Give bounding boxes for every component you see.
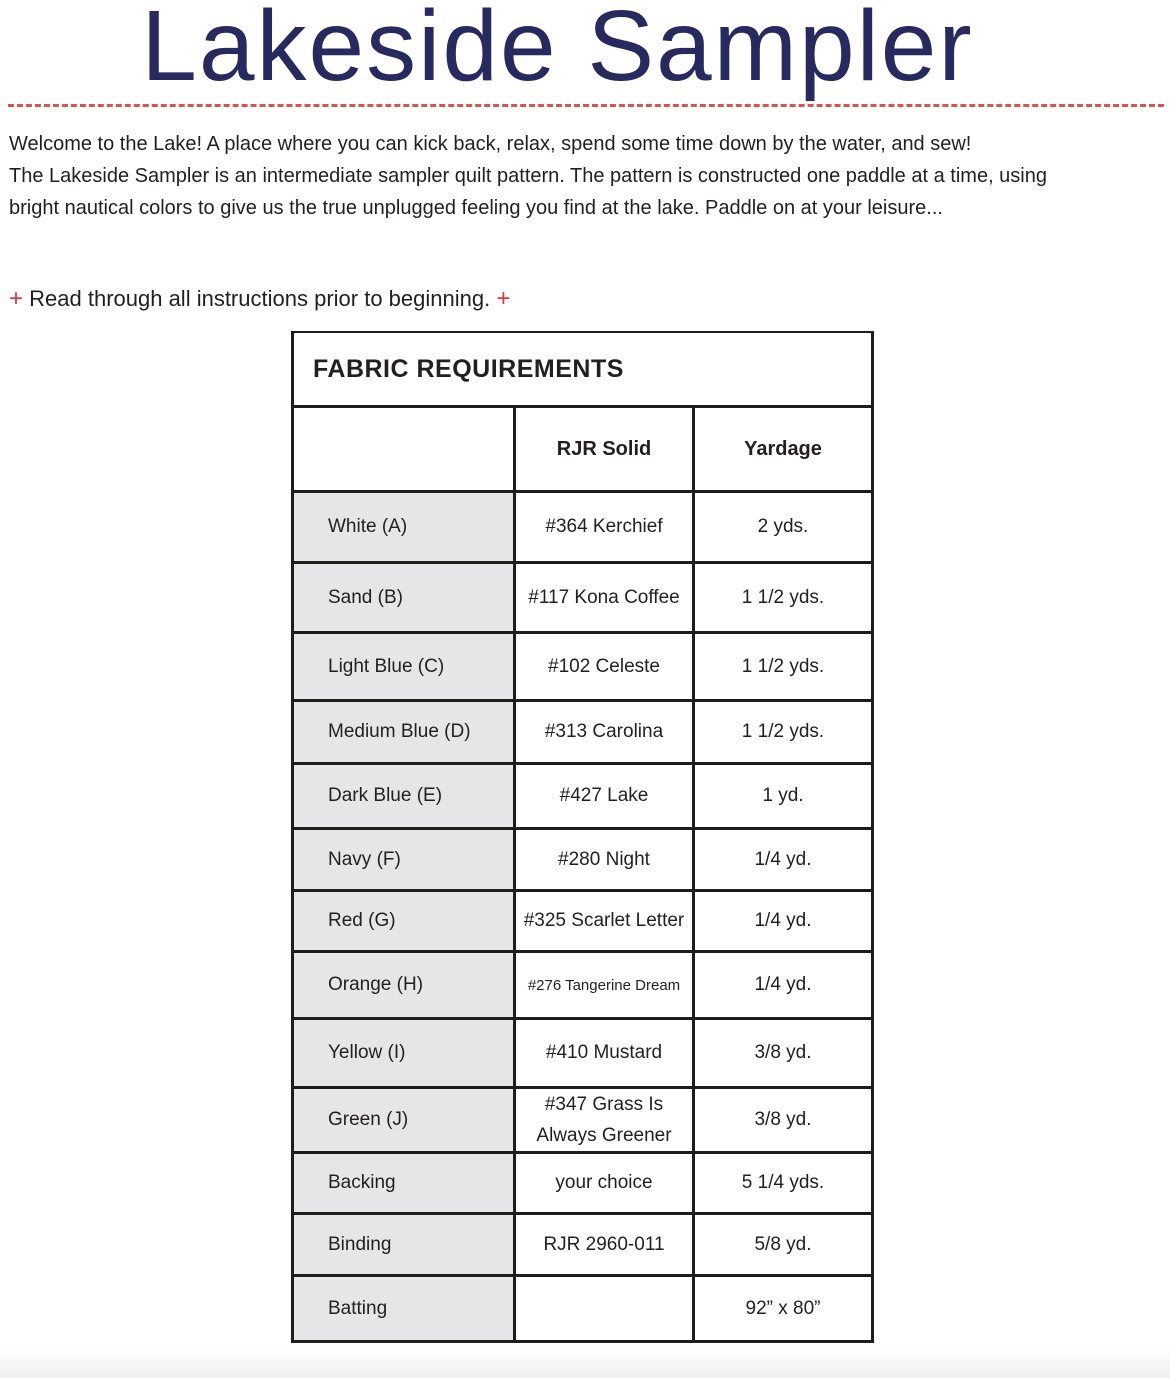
- fabric-name: Binding: [293, 1214, 515, 1276]
- table-row: [293, 492, 873, 563]
- yardage: 1 yd.: [694, 764, 873, 829]
- rjr-solid: #410 Mustard: [515, 1019, 694, 1088]
- table-row: [293, 633, 873, 701]
- fabric-name: Navy (F): [293, 829, 515, 891]
- column-header-rjr-solid: RJR Solid: [515, 407, 694, 492]
- intro-line: The Lakeside Sampler is an intermediate sampler quilt pattern. The pattern is constructed one paddle at a time, using: [9, 165, 1047, 187]
- rjr-solid: #276 Tangerine Dream: [515, 952, 694, 1019]
- yardage: 1 1/2 yds.: [694, 701, 873, 764]
- rjr-solid: #102 Celeste: [515, 633, 694, 701]
- table-row: [293, 829, 873, 891]
- rjr-solid: #325 Scarlet Letter: [515, 891, 694, 952]
- yardage: 5 1/4 yds.: [694, 1153, 873, 1214]
- table-row: [293, 563, 873, 633]
- fabric-name: Medium Blue (D): [293, 701, 515, 764]
- rjr-solid: #280 Night: [515, 829, 694, 891]
- fabric-name: White (A): [293, 492, 515, 563]
- fabric-name: Orange (H): [293, 952, 515, 1019]
- yardage: 1/4 yd.: [694, 829, 873, 891]
- table-title: FABRIC REQUIREMENTS: [293, 332, 873, 407]
- rjr-solid-line: #347 Grass Is: [544, 1094, 664, 1115]
- yardage: 5/8 yd.: [694, 1214, 873, 1276]
- fabric-name: Batting: [293, 1276, 515, 1342]
- table-row: [293, 1276, 873, 1342]
- yardage: 1/4 yd.: [694, 891, 873, 952]
- rjr-solid: [515, 1088, 694, 1153]
- yardage: 1/4 yd.: [694, 952, 873, 1019]
- instruction-note: [9, 284, 510, 314]
- fabric-name: Light Blue (C): [293, 633, 515, 701]
- rjr-solid: [515, 1276, 694, 1342]
- fabric-name: Backing: [293, 1153, 515, 1214]
- table-row: [293, 1214, 873, 1276]
- fabric-name: Sand (B): [293, 563, 515, 633]
- table-row: [293, 701, 873, 764]
- yardage: 3/8 yd.: [694, 1019, 873, 1088]
- table-row: [293, 1153, 873, 1214]
- rjr-solid-line: Always Greener: [536, 1125, 672, 1146]
- yardage: 1 1/2 yds.: [694, 563, 873, 633]
- fabric-name: Dark Blue (E): [293, 764, 515, 829]
- rjr-solid: RJR 2960-011: [515, 1214, 694, 1276]
- column-header-name: [293, 407, 515, 492]
- yardage: 3/8 yd.: [694, 1088, 873, 1153]
- rjr-solid: your choice: [515, 1153, 694, 1214]
- plus-icon: +: [9, 285, 24, 312]
- page-title: Lakeside Sampler: [141, 0, 974, 102]
- dashed-divider: [8, 104, 1164, 107]
- instruction-note-text: Read through all instructions prior to beginning.: [29, 286, 491, 311]
- table-row: [293, 764, 873, 829]
- yardage: 92” x 80”: [694, 1276, 873, 1342]
- table-row: [293, 1088, 873, 1153]
- fabric-name: Yellow (I): [293, 1019, 515, 1088]
- table-row: [293, 952, 873, 1019]
- yardage: 2 yds.: [694, 492, 873, 563]
- intro-line: bright nautical colors to give us the true unplugged feeling you find at the lake. Paddle on at your leisure...: [9, 197, 943, 219]
- rjr-solid: #364 Kerchief: [515, 492, 694, 563]
- fabric-name: Green (J): [293, 1088, 515, 1153]
- table-row: [293, 1019, 873, 1088]
- fabric-requirements-table: [291, 331, 874, 1343]
- page-bottom-edge: [0, 1348, 1170, 1378]
- plus-icon: +: [496, 285, 511, 312]
- table-row: [293, 891, 873, 952]
- rjr-solid: #313 Carolina: [515, 701, 694, 764]
- fabric-name: Red (G): [293, 891, 515, 952]
- rjr-solid: #117 Kona Coffee: [515, 563, 694, 633]
- intro-text: [9, 128, 1164, 224]
- yardage: 1 1/2 yds.: [694, 633, 873, 701]
- rjr-solid: #427 Lake: [515, 764, 694, 829]
- intro-line: Welcome to the Lake! A place where you can kick back, relax, spend some time down by the water, and sew!: [9, 133, 972, 155]
- column-header-yardage: Yardage: [694, 407, 873, 492]
